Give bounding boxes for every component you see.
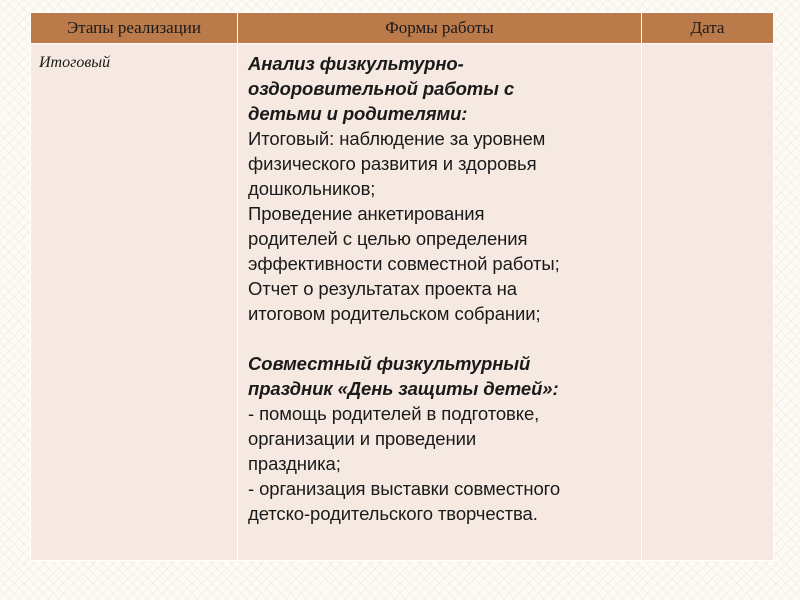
section-title-line: оздоровительной работы с [248, 78, 515, 99]
header-forms: Формы работы [238, 13, 642, 44]
text-line: родителей с целью определения [248, 228, 528, 249]
table-header-row [31, 13, 774, 44]
section-title-line: Совместный физкультурный [248, 353, 531, 374]
stage-name: Итоговый [39, 54, 111, 71]
section-title-line: детьми и родителями: [248, 103, 468, 124]
text-line: - организация выставки совместного [248, 478, 561, 499]
forms-cell [238, 44, 642, 561]
section-title-line: Анализ физкультурно- [248, 53, 464, 74]
date-cell [642, 44, 774, 561]
text-line: - помощь родителей в подготовке, [248, 403, 540, 424]
text-line: праздника; [248, 453, 341, 474]
table-row [31, 44, 774, 561]
stage-cell [31, 44, 238, 561]
text-line: Итоговый: наблюдение за уровнем [248, 128, 546, 149]
text-line: эффективности совместной работы; [248, 253, 560, 274]
text-line: Отчет о результатах проекта на [248, 278, 517, 299]
header-date: Дата [642, 13, 774, 44]
text-line: детско-родительского творчества. [248, 503, 538, 524]
section-analysis [248, 51, 635, 326]
text-line: физического развития и здоровья [248, 153, 537, 174]
text-line: организации и проведении [248, 428, 477, 449]
section-spacer [248, 326, 635, 351]
implementation-table [30, 12, 774, 561]
section-title-line: праздник «День защиты детей»: [248, 378, 559, 399]
section-holiday [248, 351, 635, 526]
text-line: дошкольников; [248, 178, 376, 199]
text-line: Проведение анкетирования [248, 203, 485, 224]
header-stages: Этапы реализации [31, 13, 238, 44]
text-line: итоговом родительском собрании; [248, 303, 541, 324]
